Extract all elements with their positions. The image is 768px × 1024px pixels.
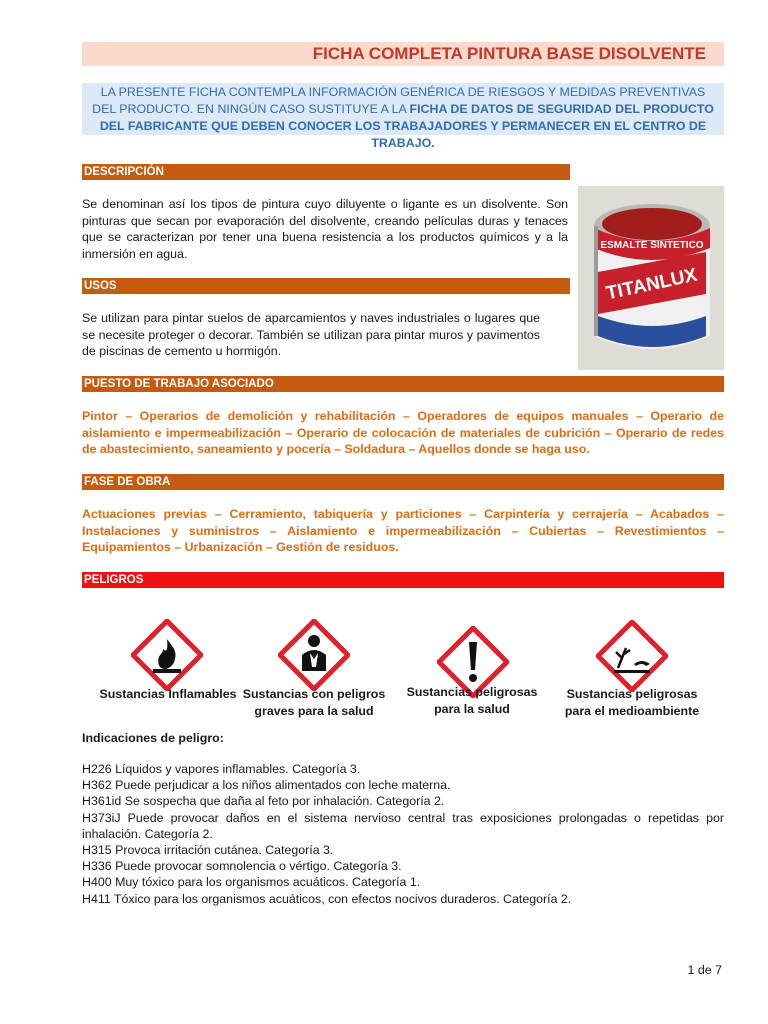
- notice-emphasis: FICHA DE DATOS DE SEGURIDAD DEL PRODUCTO DEL FABRICANTE QUE DEBEN CONOCER LOS TRABAJADORES Y PERMANECER EN EL CENTRO DE TRABAJO.: [99, 102, 714, 150]
- health-hazard-icon: [278, 619, 350, 691]
- can-label-text: ESMALTE SINTETICO: [600, 240, 704, 251]
- indicaciones-title: Indicaciones de peligro:: [82, 731, 224, 745]
- hazard-statement: H226 Líquidos y vapores inflamables. Categoría 3.: [82, 762, 361, 776]
- safety-notice: [82, 83, 724, 150]
- can-brand-text: TITANLUX: [604, 264, 700, 305]
- pictogram-caption-1: Sustancias Inflamables: [99, 687, 237, 701]
- hazard-statements-list: [82, 761, 724, 907]
- hazard-statement: H361id Se sospecha que daña al feto por inhalación. Categoría 2.: [82, 794, 445, 809]
- usos-text: Se utilizan para pintar suelos de aparcamientos y naves industriales o lugares que se necesite proteger o decorar. También se utilizan para pintar muros y pavimentos de piscinas de cemento u hormigón.: [82, 311, 540, 358]
- hazard-statement: H315 Provoca irritación cutánea. Categoría 3.: [82, 843, 334, 858]
- section-peligros-heading: PELIGROS: [82, 572, 724, 588]
- hazard-statement: H336 Puede provocar somnolencia o vértigo. Categoría 3.: [82, 859, 402, 874]
- hazard-statement: H400 Muy tóxico para los organismos acuáticos. Categoría 1.: [82, 875, 421, 890]
- descripcion-text: Se denominan así los tipos de pintura cuyo diluyente o ligante es un disolvente. Son pinturas que secan por evaporación del disolvente, creando películas duras y tenaces que se caracterizan por tener una buena resistencia a los productos químicos y a la inmersión en agua.: [82, 197, 568, 261]
- section-descripcion-heading: DESCRIPCIÓN: [82, 164, 570, 180]
- fase-text: Actuaciones previas – Cerramiento, tabiquería y particiones – Carpintería y cerrajería – Acabados – Instalaciones y suministros – Aislamiento e impermeabilización – Cubiertas – Revestimientos – Equipamientos – Urbanización – Gestión de residuos.: [82, 507, 724, 554]
- hazard-statement: H411 Tóxico para los organismos acuáticos, con efectos nocivos duraderos. Categoría 2.: [82, 891, 572, 906]
- pictogram-caption-2: Sustancias con peligros graves para la salud: [242, 687, 386, 718]
- notice-text: LA PRESENTE FICHA CONTEMPLA INFORMACIÓN GENÉRICA DE RIESGOS Y MEDIDAS PREVENTIVAS DEL PRODUCTO. EN NINGÚN CASO SUSTITUYE A LA: [92, 85, 706, 116]
- environment-icon: [596, 620, 668, 692]
- pictogram-caption-3: Sustancias peligrosas para la salud: [406, 685, 538, 716]
- page-title: FICHA COMPLETA PINTURA BASE DISOLVENTE: [82, 42, 724, 66]
- flame-icon: [131, 619, 203, 691]
- paint-can-image: [578, 186, 724, 370]
- section-usos-heading: USOS: [82, 278, 570, 294]
- hazard-statement: H362 Puede perjudicar a los niños alimentados con leche materna.: [82, 778, 451, 793]
- pictogram-caption-4: Sustancias peligrosas para el medioambiente: [564, 687, 700, 718]
- hazard-statement: H373iJ Puede provocar daños en el sistema nervioso central tras exposiciones prolongadas o repetidas por inhalación. Categoría 2.: [82, 810, 724, 841]
- puesto-text: Pintor – Operarios de demolición y rehabilitación – Operadores de equipos manuales – Operario de aislamiento e impermeabilización – Operario de colocación de materiales de cubrición – Operario de redes de abastecimiento, saneamiento y pocería – Soldadura – Aquellos donde se haga uso.: [82, 409, 724, 456]
- section-fase-heading: FASE DE OBRA: [82, 474, 724, 490]
- page-number: 1 de 7: [687, 963, 722, 977]
- product-photo: [578, 186, 724, 370]
- section-puesto-heading: PUESTO DE TRABAJO ASOCIADO: [82, 376, 724, 392]
